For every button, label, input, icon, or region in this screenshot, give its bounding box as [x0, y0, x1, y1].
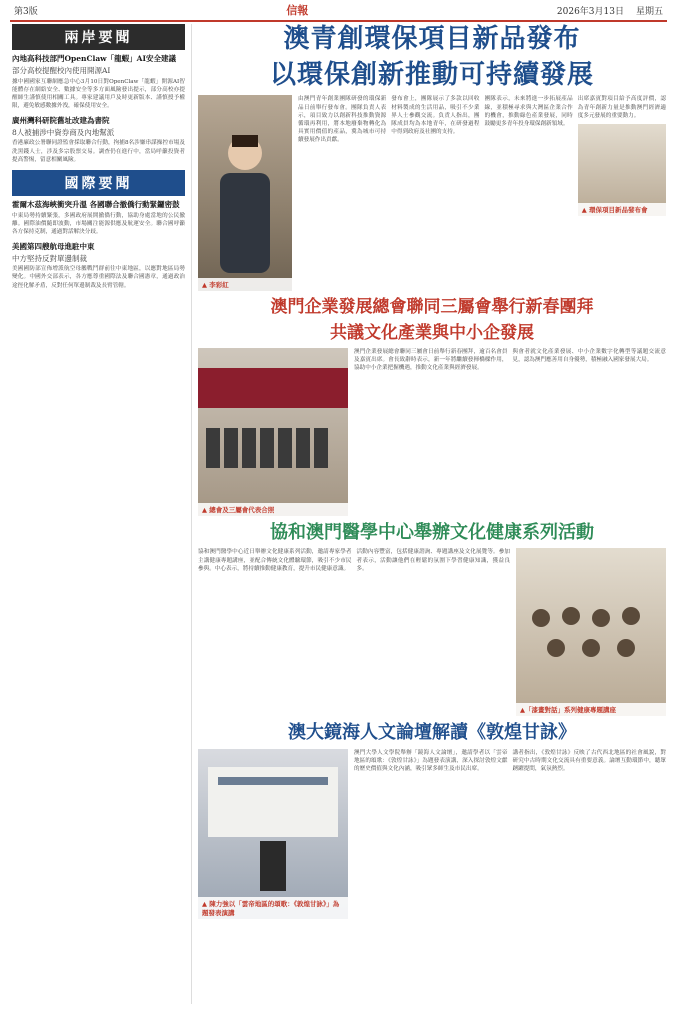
- brief-subtitle: 中方堅持反對單邊制裁: [12, 253, 87, 263]
- group-photo-enterprise: [198, 348, 348, 516]
- headline-dunhuang: 澳大鏡海人文論壇解讀《敦煌甘詠》: [288, 722, 576, 744]
- article-dunhuang-text: [354, 749, 666, 919]
- article-body-col: 協和澳門醫學中心近日舉辦文化健康系列活動，邀請專家學者主講健康專題講座，並配合傳統文化體驗環節，吸引不少市民參與。中心表示，將持續推動健康教育，提升市民健康意識。: [198, 549, 352, 572]
- header-right: [557, 4, 663, 17]
- article-body-col: 與會者就文化產業發展、中小企業數字化轉型等議題交流意見，認為澳門應善用自身優勢，積極融入國家發展大局。: [512, 348, 666, 364]
- brief-hormuz: [12, 200, 185, 236]
- header-rule: [10, 20, 667, 22]
- brief-body: 香港廉政公署聯同證監會採取聯合行動，拘捕8名涉嫌串謀操控市場及洗黑錢人士，涉及多宗股票交易。調查仍在進行中，當局呼籲投資者提高警惕，留意相關風險。: [12, 140, 185, 163]
- audience-figures: [516, 548, 666, 716]
- article-enterprise-row: [198, 348, 666, 516]
- photo-caption: ▲ 環保項目新品發布會: [578, 203, 666, 216]
- article-eco-text: [298, 95, 666, 291]
- brief-title: 內地高科技部門OpenClaw「龍蝦」AI安全建議: [12, 54, 176, 63]
- masthead: 信報: [286, 4, 309, 17]
- headline-main-1: 澳青創環保項目新品發布: [283, 24, 581, 54]
- article-body-col: 發布會上，團隊展示了多款以回收材料製成的生活用品，吸引不少業界人士參觀交流。負責人指出，團隊成員均為本地青年，在研發過程中得到政府及社團的支持。: [391, 96, 480, 135]
- headline-main-2: 以環保創新推動可持續發展: [269, 59, 594, 90]
- article-body-col: 出席嘉賓對項目給予高度評價，認為青年創新力量是推動澳門經濟適度多元發展的重要動力。: [577, 96, 666, 119]
- article-eco-launch: [198, 24, 666, 291]
- photo-caption: ▲ 李彩紅: [198, 278, 292, 291]
- photo-caption: ▲ 總會及三屬會代表合照: [198, 503, 348, 516]
- article-eco-row: [198, 95, 666, 291]
- speaker-photo: [198, 95, 292, 291]
- article-body-col: 澳門大學人文學院舉辦「鏡海人文論壇」，邀請學者以「雲帝地區的頌歌：《敦煌甘詠》」為題發表演講，深入探討敦煌文獻的歷史價值與文化內涵，吸引眾多師生及市民出席。: [354, 749, 508, 773]
- brief-body: 據中國國家互聯網應急中心3月10日對OpenClaw「龍蝦」開源AI智能體存在網絡安全、數據安全等多方面風險發出提示，部分高校亦提醒師生謹慎使用相關工具。專家建議用戶及時更新版本、謹慎授予權限，避免敏感數據外洩，確保使用安全。: [12, 78, 185, 109]
- brief-subtitle: 8人被捕涉中資券商及內地幫派: [12, 127, 115, 137]
- article-health-events: [198, 522, 666, 717]
- article-health-row: [198, 548, 666, 716]
- article-body-col: 由澳門青年創業團隊研發的環保新品日前舉行發布會。團隊負責人表示，項目致力以創新科技推動資源循環再利用，將本地廢棄物轉化為具實用價值的產品，冀為城市可持續發展作出貢獻。: [298, 96, 387, 143]
- lecture-photo: [198, 749, 348, 919]
- brief-body: 中東局勢持續緊張，多國政府展開撤僑行動，協助身處當地的公民撤離。國際油價隨即波動，市場關注能源供應及航運安全。聯合國呼籲各方保持克制，通過對話解決分歧。: [12, 212, 185, 235]
- article-body-col: 團隊表示，未來將進一步拓展產品線，並積極尋求與大灣區企業合作的機會，推動綠色產業發展，同時鼓勵更多青年投身環保創新領域。: [484, 96, 573, 127]
- brief-carrier: [12, 242, 185, 290]
- article-dunhuang-row: [198, 749, 666, 919]
- headline-health: 協和澳門醫學中心舉辦文化健康系列活動: [270, 521, 594, 543]
- photo-caption: ▲「漆畫對話」系列健康專題講座: [516, 703, 666, 716]
- article-dunhuang-forum: [198, 722, 666, 919]
- article-enterprise-text: [354, 348, 666, 516]
- section-header-international: 國際要聞: [12, 170, 185, 196]
- page-header: [0, 0, 677, 20]
- left-column: [12, 24, 192, 1004]
- brief-body: 美國國防部宣佈增派航空母艦戰鬥群前往中東地區，以應對地區局勢變化。中國外交部表示，各方應尊重國際法及聯合國憲章，通過政治途徑化解矛盾，反對任何單邊制裁及長臂管轄。: [12, 266, 185, 289]
- event-photo-eco: [578, 124, 666, 216]
- headline-enterprise-sub: 共議文化產業與中小企發展: [330, 322, 534, 343]
- issue-weekday: 星期五: [635, 6, 663, 17]
- speaker-figure: [198, 95, 292, 291]
- article-body-col: 活動內容豐富，包括健康諮詢、專題講座及文化展覽等。參加者表示，活動讓他們在輕鬆的氛圍下學習健康知識，獲益良多。: [356, 549, 510, 572]
- page-number: 第3版: [14, 6, 38, 17]
- issue-date: 2026年3月13日: [556, 6, 624, 17]
- group-photo-health: [516, 548, 666, 716]
- article-enterprise-gathering: [198, 297, 666, 516]
- brief-title: 廣州灣科研院舊址改建為書院: [12, 115, 110, 125]
- photo-caption: ▲ 陳力強以「雲帝地區的頌歌：《敦煌甘詠》」為題發表演講: [198, 897, 348, 919]
- brief-openclaw: [12, 54, 185, 110]
- article-health-text: [198, 548, 510, 716]
- headline-enterprise: 澳門企業發展總會聯同三屬會舉行新春團拜: [270, 297, 594, 318]
- article-body-col: 講者指出，《敦煌甘詠》反映了古代西北地區的社會風貌，對研究中古時期文化交流具有重要意義。論壇互動環節中，聽眾踴躍提問，氣氛熱烈。: [512, 749, 666, 773]
- lecture-scene: [198, 749, 348, 919]
- brief-subtitle: 部分高校提醒校內使用開源AI: [12, 65, 111, 75]
- article-eco-last-col: [578, 95, 666, 291]
- brief-title: 霍爾木茲海峽衝突升溫 各國聯合撤僑行動緊鑼密鼓: [12, 199, 180, 209]
- section-header-cross-strait: 兩岸要聞: [12, 24, 185, 50]
- main-area: [198, 24, 666, 1004]
- article-body-col: 澳門企業發展總會聯同三屬會日前舉行新春團拜，逾百名會員及嘉賓出席。會長致辭時表示，新一年將繼續發揮橋樑作用，協助中小企業把握機遇，推動文化產業與經濟發展。: [354, 348, 508, 372]
- group-figures: [198, 348, 348, 516]
- brief-title: 美國第四艘航母進駐中東: [12, 241, 95, 251]
- brief-icac: [12, 116, 185, 164]
